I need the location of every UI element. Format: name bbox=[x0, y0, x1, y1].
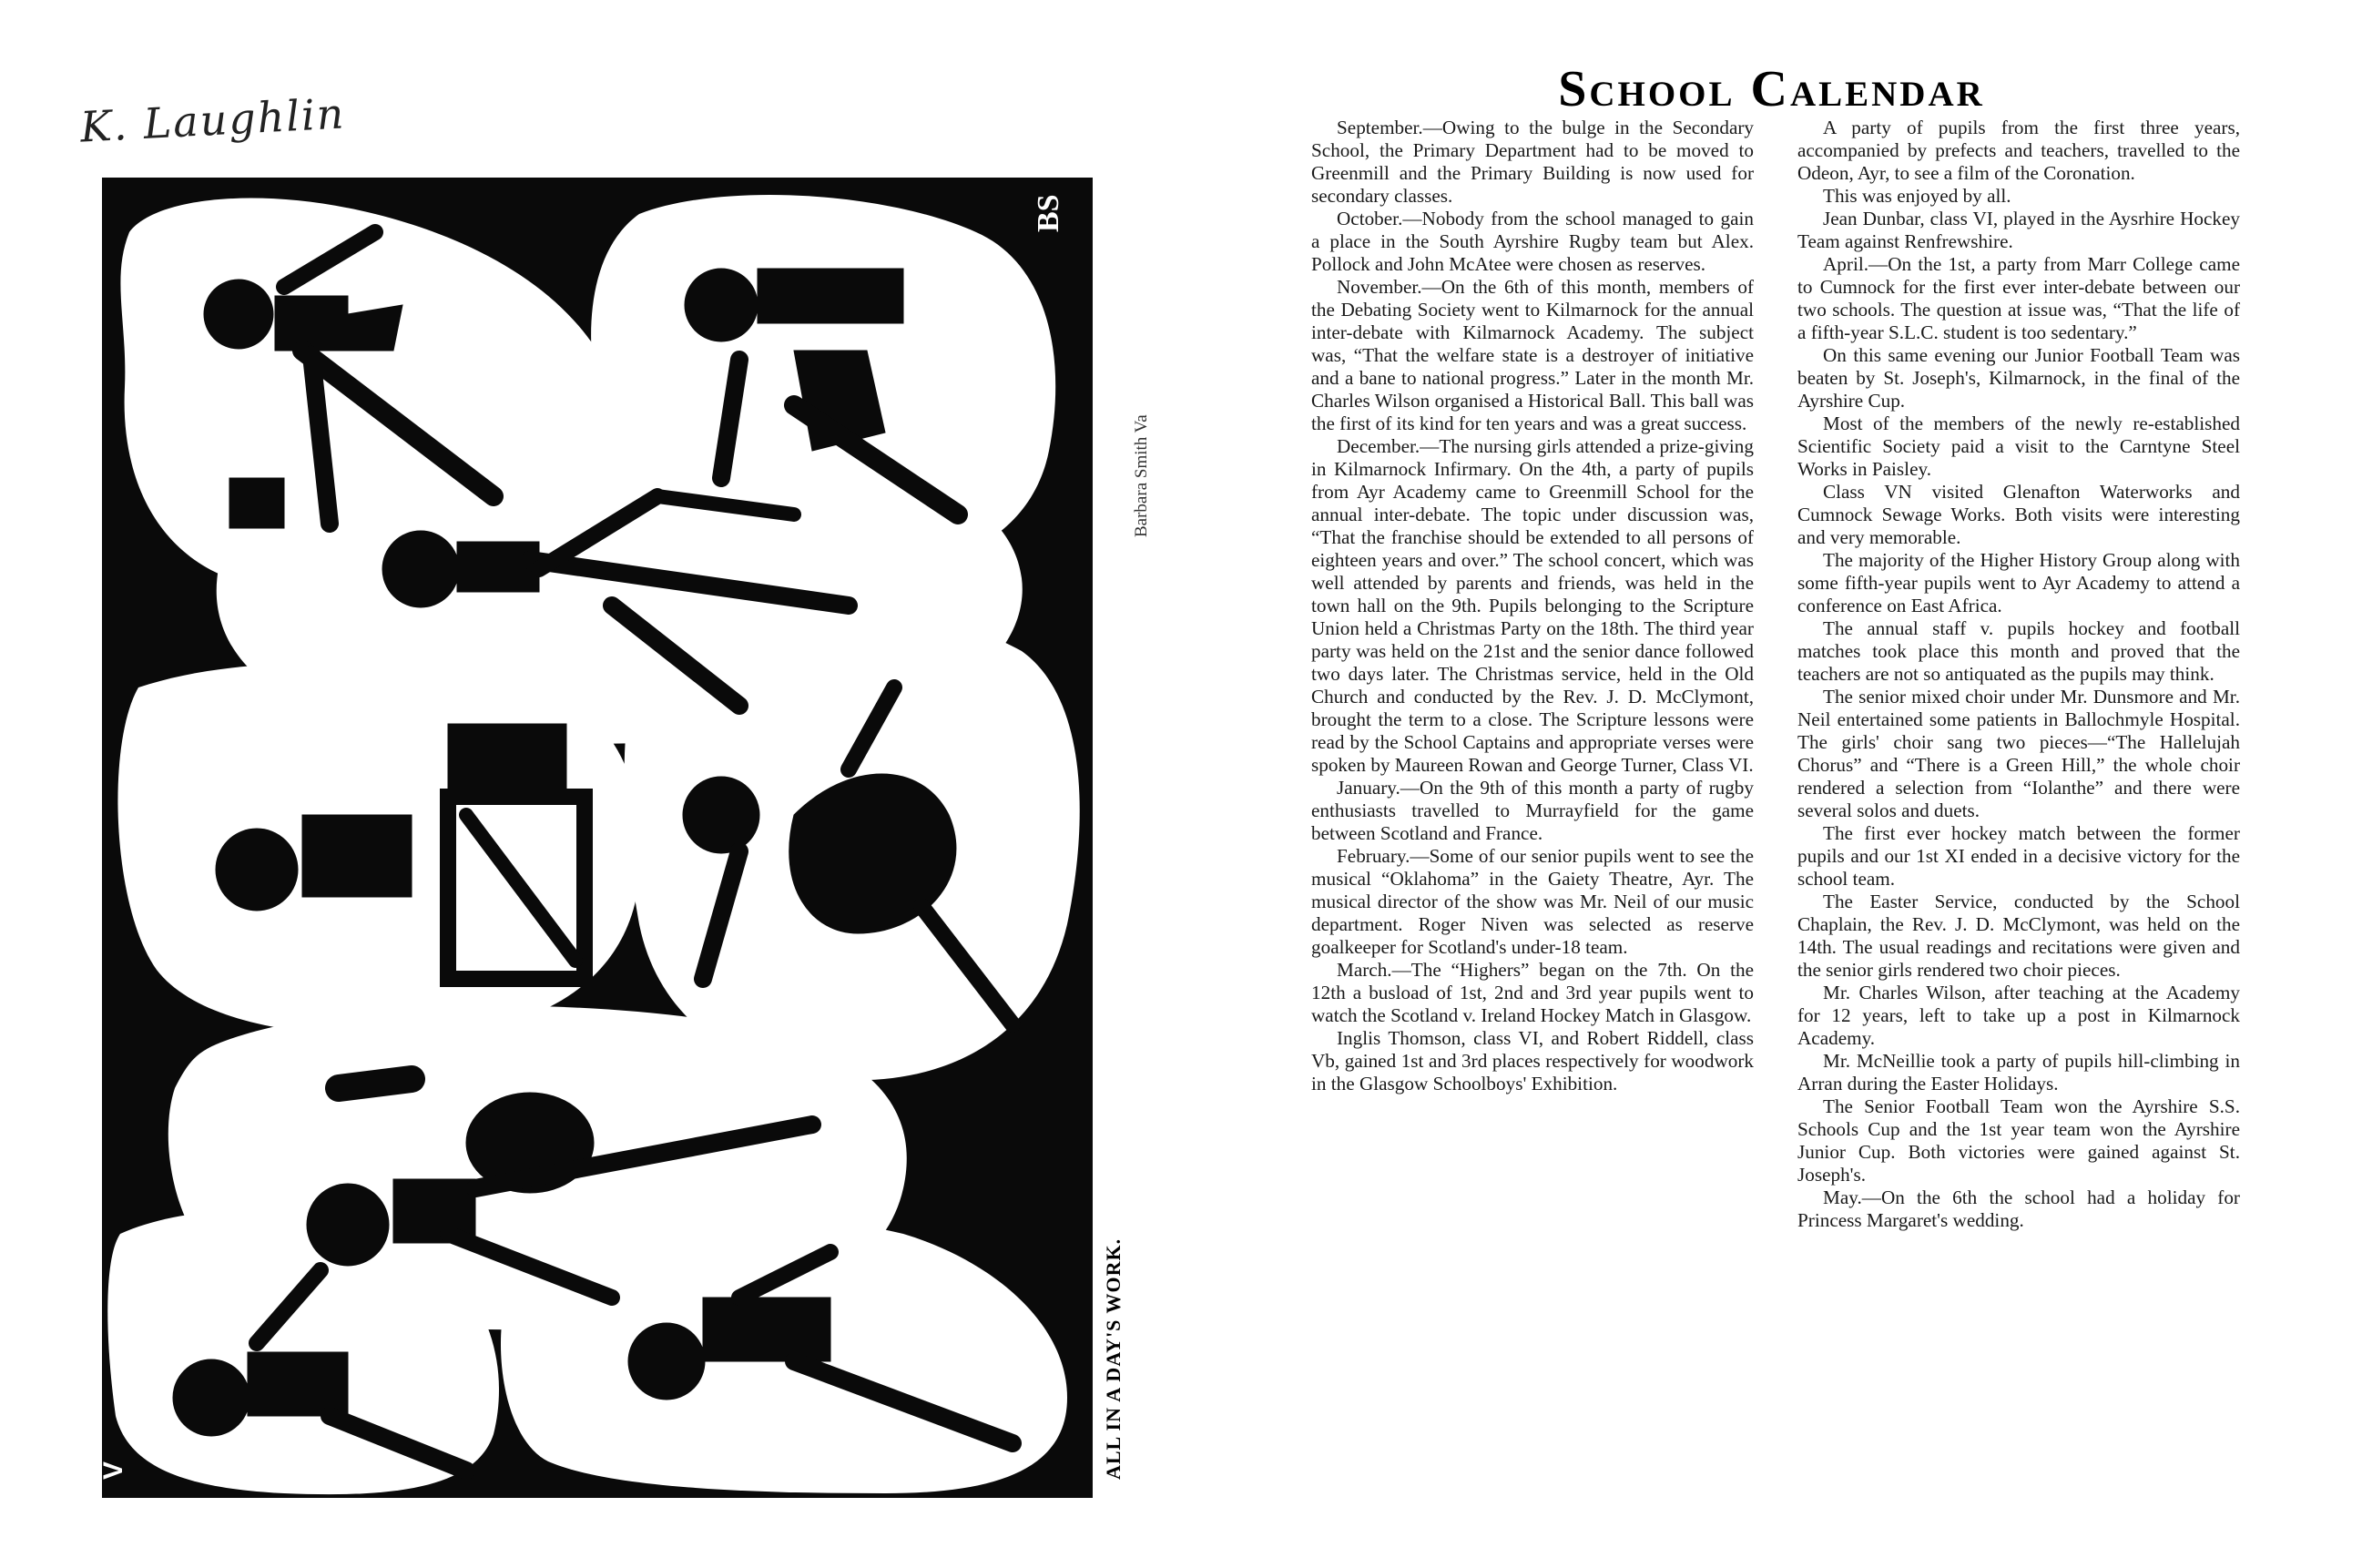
linocut-artwork bbox=[98, 178, 1093, 1498]
column-right bbox=[1797, 117, 2240, 1537]
paragraph-staff-matches: The annual staff v. pupils hockey and football matches took place this month and proved that the teachers are not so antiquated as the pupils may think. bbox=[1797, 617, 2240, 685]
paragraph-april: April.—On the 1st, a party from Marr College came to Cumnock for the first ever inter-debate between our two schools. The question at issue was, “That the life of a fifth-year S.L.C. student is too sedentary.” bbox=[1797, 253, 2240, 343]
paragraph-may: May.—On the 6th the school had a holiday for Princess Margaret's wedding. bbox=[1797, 1186, 2240, 1231]
paragraph-coronation-film: A party of pupils from the first three years, accompanied by prefects and teachers, travelled to the Odeon, Ayr, to see a film of the Coronation. bbox=[1797, 117, 2240, 184]
handwritten-signature: K. Laughlin bbox=[78, 88, 347, 152]
paragraph-charles-wilson: Mr. Charles Wilson, after teaching at the Academy for 12 years, left to take up a post in Kilmarnock Academy. bbox=[1797, 982, 2240, 1049]
paragraph-scientific-society: Most of the members of the newly re-established Scientific Society paid a visit to the Carntyne Steel Works in Paisley. bbox=[1797, 412, 2240, 480]
paragraph-january: January.—On the 9th of this month a party of rugby enthusiasts travelled to Murrayfield for the game between Scotland and France. bbox=[1311, 777, 1754, 844]
paragraph-woodwork: Inglis Thomson, class VI, and Robert Riddell, class Vb, gained 1st and 3rd places respectively for woodwork in the Glasgow Schoolboys' Exhibition. bbox=[1311, 1027, 1754, 1095]
paragraph-february: February.—Some of our senior pupils went to see the musical “Oklahoma” in the Gaiety Theatre, Ayr. The musical director of the show was Mr. Neil of our music department. Roger Niven was selected as reserve goalkeeper for Scotland's under-18 team. bbox=[1311, 845, 1754, 958]
paragraph-junior-football: On this same evening our Junior Football Team was beaten by St. Joseph's, Kilmarnock, in the final of the Ayrshire Cup. bbox=[1797, 344, 2240, 412]
page-title: School Calendar bbox=[1558, 61, 1985, 117]
calendar-columns bbox=[1311, 117, 2240, 1537]
artwork-corner-mark: V bbox=[98, 1461, 128, 1480]
paragraph-easter-service: The Easter Service, conducted by the School Chaplain, the Rev. J. D. McClymont, was held on the 14th. The usual readings and recitations were given and the senior girls rendered two choir pieces. bbox=[1797, 891, 2240, 981]
paragraph-march: March.—The “Highers” began on the 7th. On the 12th a busload of 1st, 2nd and 3rd year pupils went to watch the Scotland v. Ireland Hockey Match in Glasgow. bbox=[1311, 959, 1754, 1026]
paragraph-hockey-team: Jean Dunbar, class VI, played in the Aysrhire Hockey Team against Renfrewshire. bbox=[1797, 208, 2240, 252]
paragraph-choir: The senior mixed choir under Mr. Dunsmore and Mr. Neil entertained some patients in Ballochmyle Hospital. The girls' choir sang two pieces—“The Hallelujah Chorus” and “There is a Green Hill,” the whole choir rendered a selection from “Iolanthe” and there were several solos and duets. bbox=[1797, 686, 2240, 821]
paragraph-senior-football: The Senior Football Team won the Ayrshire S.S. Schools Cup and the 1st year team won the Ayrshire Junior Cup. Both victories were gained against St. Joseph's. bbox=[1797, 1095, 2240, 1186]
paragraph-september: September.—Owing to the bulge in the Secondary School, the Primary Department had to be moved to Greenmill and the Primary Building is now used for secondary classes. bbox=[1311, 117, 1754, 207]
paragraph-enjoyed: This was enjoyed by all. bbox=[1823, 185, 2011, 207]
column-left bbox=[1311, 117, 1754, 1537]
artwork-illustration bbox=[98, 178, 1093, 1498]
artist-credit: Barbara Smith Va bbox=[1132, 414, 1151, 537]
paragraph-history-group: The majority of the Higher History Group along with some fifth-year pupils went to Ayr Academy to attend a conference on East Africa. bbox=[1797, 549, 2240, 616]
paragraph-former-pupils: The first ever hockey match between the former pupils and our 1st XI ended in a decisive victory for the school team. bbox=[1797, 822, 2240, 890]
artwork-caption: ALL IN A DAY'S WORK. bbox=[1102, 1237, 1125, 1480]
artwork-initials: BS bbox=[1032, 194, 1065, 232]
paragraph-class-vn: Class VN visited Glenafton Waterworks and Cumnock Sewage Works. Both visits were interesting and very memorable. bbox=[1797, 481, 2240, 548]
paragraph-december: December.—The nursing girls attended a prize-giving in Kilmarnock Infirmary. On the 4th, a party of pupils from Ayr Academy came to Greenmill School for the annual inter-debate. The topic under discussion was, “That the franchise should be extended to all persons of eighteen years and over.” The school concert, which was well attended by parents and friends, was held in the town hall on the 9th. Pupils belonging to the Scripture Union held a Christmas Party on the 18th. The third year party was held on the 21st and the senior dance followed two days later. The Christmas service, held in the Old Church and conducted by the Rev. J. D. McClymont, brought the term to a close. The Scripture lessons were read by the School Captains and appropriate verses were spoken by Maureen Rowan and George Turner, Class VI. bbox=[1311, 435, 1754, 776]
paragraph-october: October.—Nobody from the school managed to gain a place in the South Ayrshire Rugby team but Alex. Pollock and John McAtee were chosen as reserves. bbox=[1311, 208, 1754, 275]
paragraph-november: November.—On the 6th of this month, members of the Debating Society went to Kilmarnock for the annual inter-debate with Kilmarnock Academy. The subject was, “That the welfare state is a destroyer of initiative and a bane to national progress.” Later in the month Mr. Charles Wilson organised a Historical Ball. This ball was the first of its kind for ten years and was a great success. bbox=[1311, 276, 1754, 434]
paragraph-arran: Mr. McNeillie took a party of pupils hill-climbing in Arran during the Easter Holidays. bbox=[1797, 1050, 2240, 1095]
